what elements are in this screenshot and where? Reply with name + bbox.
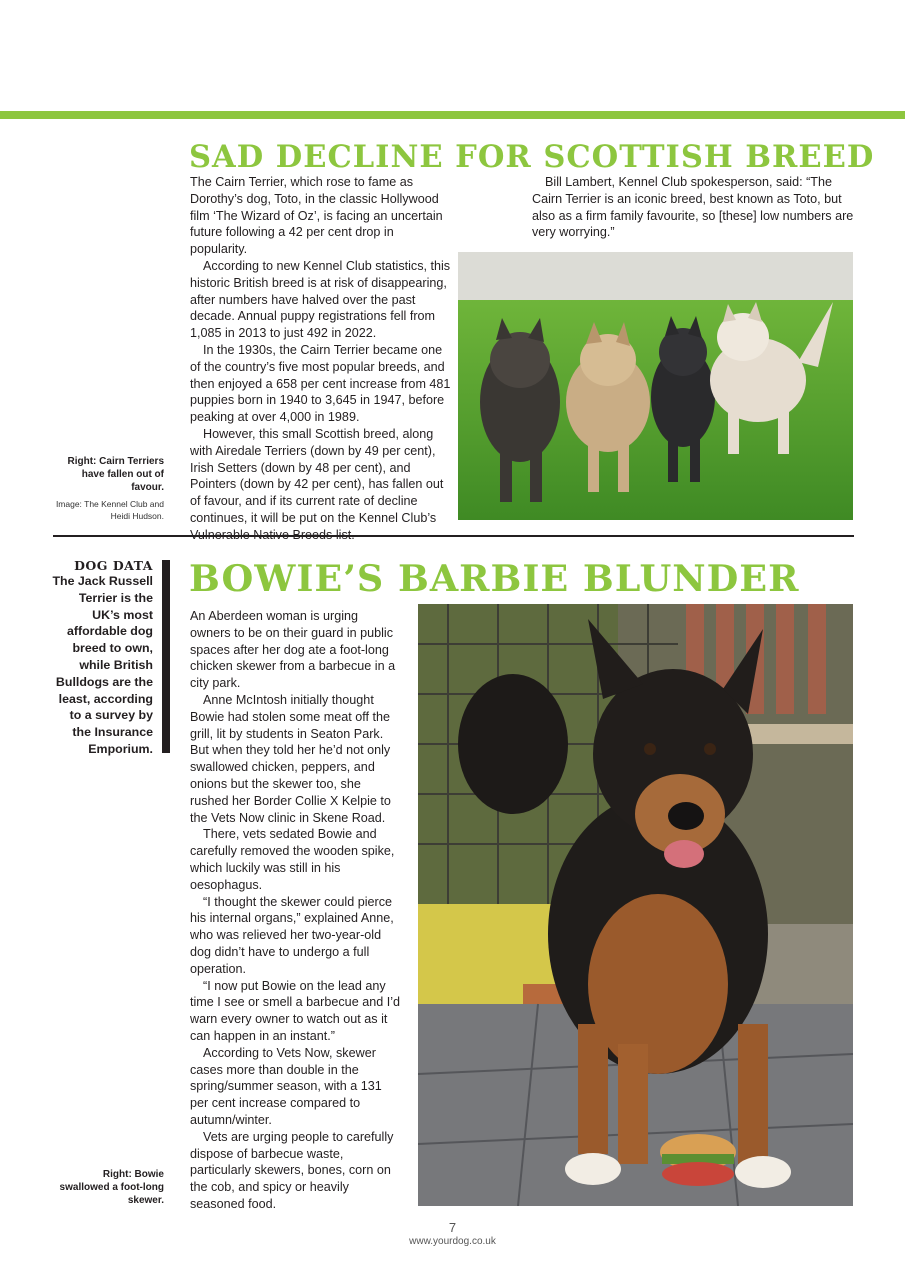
sidebar-vertical-bar <box>162 560 170 753</box>
article1-paragraph: According to new Kennel Club statistics, this historic British breed is at risk of disappearing, after numbers have halved over the past decade. Annual puppy registrations fell from 1,085 in 2013 to just 492 in 2022. <box>190 258 451 341</box>
website-url: www.yourdog.co.uk <box>409 1236 496 1247</box>
section-divider <box>53 535 854 537</box>
headline-bowie-barbie: BOWIE’S BARBIE BLUNDER <box>189 557 800 600</box>
article1-paragraph: However, this small Scottish breed, along with Airedale Terriers (down by 49 per cent), Irish Setters (down by 48 per cent), and Pointers (down by 42 per cent), has fallen out of favour, and if its current rate of decline continues, it will be put on the Kennel Club’s <box>190 426 444 525</box>
article2-paragraph: An Aberdeen woman is urging owners to be on their guard in public spaces after her dog ate a foot-long chicken skewer from a barbecue in a city park. <box>190 609 396 691</box>
article1-quote-paragraph: Bill Lambert, Kennel Club spokesperson, said: “The Cairn Terrier is an iconic breed, best known as Toto, but also as a firm family favourite, so [these] low numbers are very worrying.” <box>532 175 854 240</box>
dog-data-sidebar <box>52 558 153 758</box>
sidebar-title: DOG DATA <box>74 558 153 573</box>
sidebar-text: The Jack Russell Terrier is the UK’s most affordable dog breed to own, while British Bulldogs are the least, according to a survey by the Insurance Emporium. <box>52 574 153 756</box>
article1-column1 <box>190 174 454 544</box>
article2-paragraph: Vets are urging people to carefully dispose of barbecue waste, particularly skewers, bones, corn on the cob, and spicy or heavily seasoned food. <box>190 1129 394 1211</box>
article2-paragraph: “I now put Bowie on the lead any time I see or smell a barbecue and I’d warn every owner to watch out as it can happen in an instant.” <box>190 978 401 1043</box>
cairn-terriers-photo <box>458 252 853 520</box>
article1-caption-block <box>52 455 164 522</box>
article1-image-credit: Image: The Kennel Club and Heidi Hudson. <box>55 499 164 521</box>
article2-caption-block <box>52 1168 164 1207</box>
bowie-dog-photo <box>418 604 853 1206</box>
article2-paragraph: Anne McIntosh initially thought Bowie had stolen some meat off the grill, lit by students in Seaton Park. But when they told her he’d not only swallowed chicken, peppers, and onions but the skewer too, she rushed her Border Collie X Kelpie to the Vets Now clinic in Skene Road. <box>190 692 391 825</box>
article2-caption: Right: Bowie swallowed a foot-long skewer. <box>59 1169 164 1206</box>
article2-paragraph: “I thought the skewer could pierce his internal organs,” explained Anne, who was relieved her two-year-old dog didn’t have to undergo a full operation. <box>190 894 394 976</box>
article1-paragraph: The Cairn Terrier, which rose to fame as Dorothy’s dog, Toto, in the classic Hollywood film ‘The Wizard of Oz’, is facing an uncertain future following a 42 per cent drop in popularity. <box>190 175 443 257</box>
article1-caption: Right: Cairn Terriers have fallen out of favour. <box>67 456 164 493</box>
article2-paragraph: There, vets sedated Bowie and carefully removed the wooden spike, which luckily was still in his oesophagus. <box>190 827 395 892</box>
article2-column <box>190 608 402 1213</box>
headline-scottish-breed: SAD DECLINE FOR SCOTTISH BREED <box>189 139 875 175</box>
article1-column2 <box>532 174 856 241</box>
page-number: 7 <box>448 1220 457 1235</box>
article1-paragraph: In the 1930s, the Cairn Terrier became one of the country’s five most popular breeds, and then enjoyed a 658 per cent increase from 481 puppies born in 1940 to 3,645 in 1947, before peaking at over 4,000 in 1989. <box>190 342 451 425</box>
article2-paragraph: According to Vets Now, skewer cases more than double in the spring/summer season, with a 131 per cent increase compared to autumn/winter. <box>190 1045 382 1127</box>
top-accent-bar <box>0 111 905 119</box>
